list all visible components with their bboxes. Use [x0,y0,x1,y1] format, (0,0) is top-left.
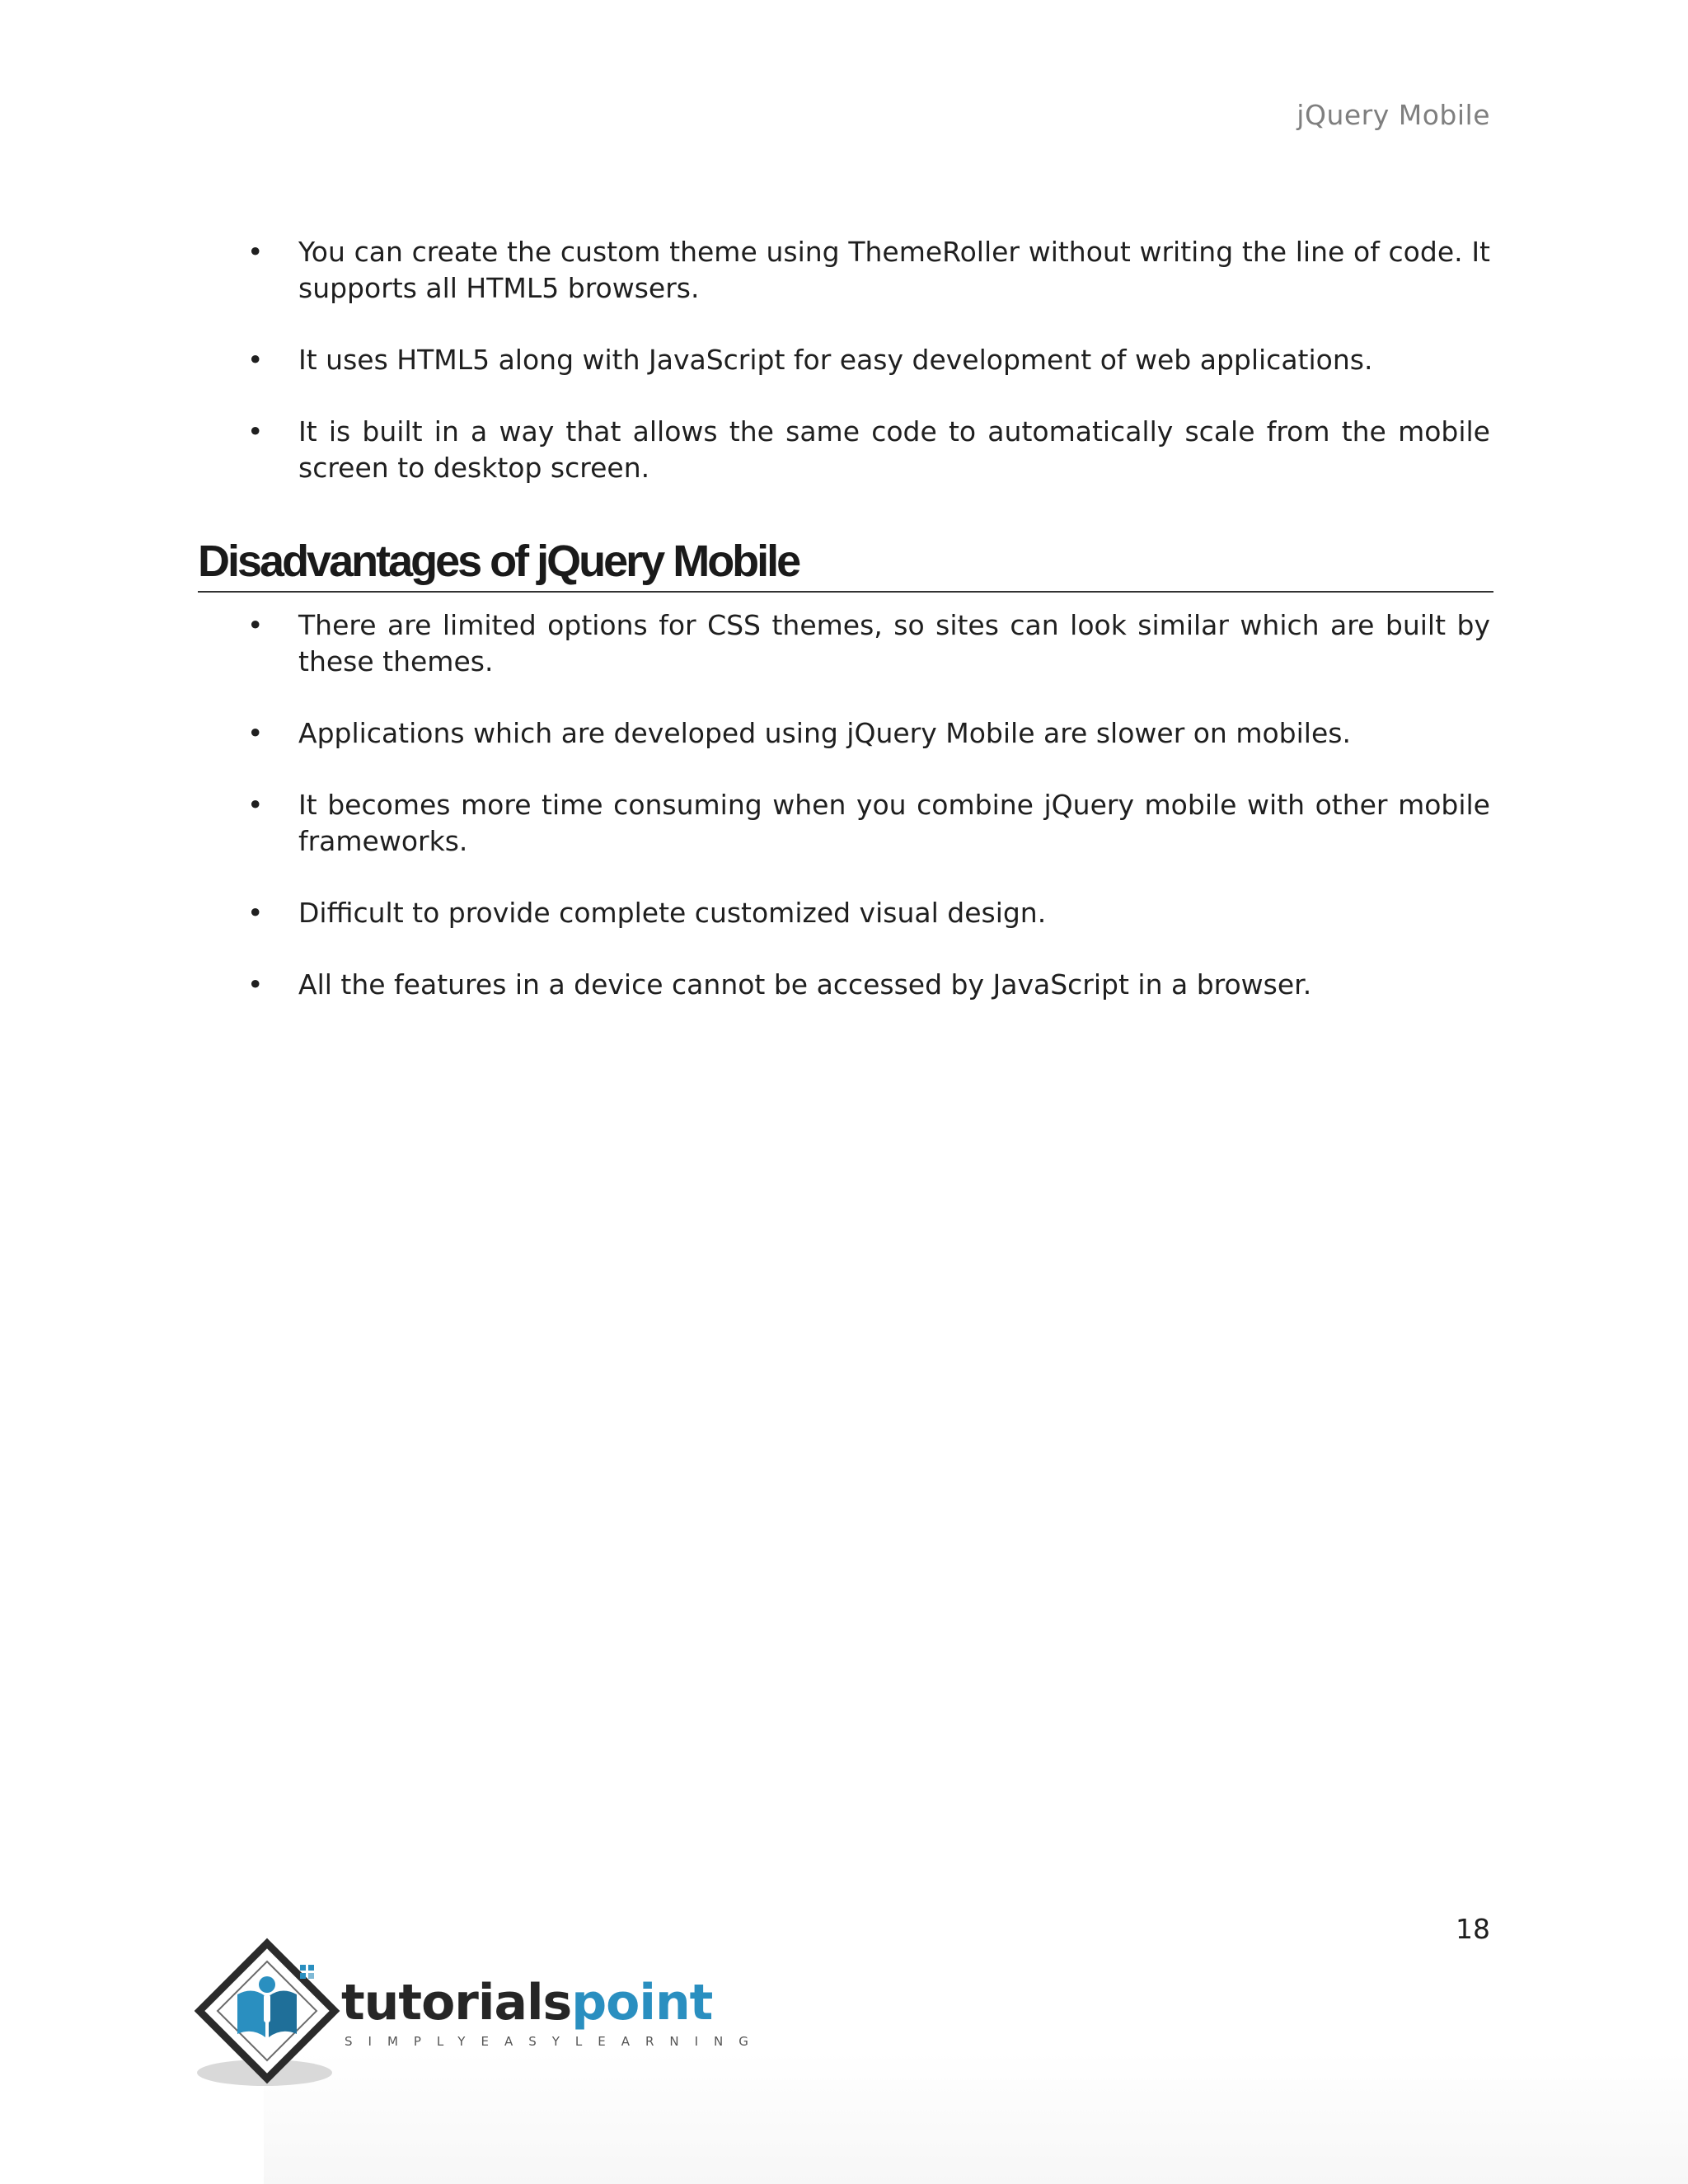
bullet-icon: • [247,789,264,821]
running-header-title: jQuery Mobile [1296,99,1490,131]
bullet-icon: • [247,344,264,376]
list-item [239,234,1490,307]
section-heading-disadvantages: Disadvantages of jQuery Mobile [198,534,1493,593]
list-item-text: It becomes more time consuming when you combine jQuery mobile with other mobile frameworks. [298,789,1490,857]
list-item-text: You can create the custom theme using ThemeRoller without writing the line of code. It supports all HTML5 browsers. [298,236,1490,304]
list-item-text: There are limited options for CSS themes, so sites can look similar which are built by these themes. [298,609,1490,677]
list-item [239,895,1490,931]
bullet-icon: • [247,415,264,448]
list-item [239,607,1490,680]
disadvantages-list [239,607,1490,1038]
bullet-icon: • [247,968,264,1001]
tutorialspoint-logo-mark-icon [195,1937,343,2093]
logo-word-point: point [571,1974,713,2032]
list-item [239,414,1490,486]
logo-word-tutorials: tutorials [341,1974,572,2032]
list-item-text: It is built in a way that allows the same code to automatically scale from the mobile screen to desktop screen. [298,415,1490,484]
list-item-text: Difficult to provide complete customized visual design. [298,897,1047,929]
list-item-text: It uses HTML5 along with JavaScript for easy development of web applications. [298,344,1373,376]
list-item-text: All the features in a device cannot be accessed by JavaScript in a browser. [298,968,1312,1001]
page-number: 18 [1456,1913,1490,1945]
bullet-icon: • [247,717,264,749]
advantages-list-continued [239,234,1490,522]
list-item-text: Applications which are developed using jQuery Mobile are slower on mobiles. [298,717,1351,749]
bullet-icon: • [247,609,264,641]
list-item [239,967,1490,1003]
list-item [239,342,1490,378]
list-item [239,715,1490,752]
bullet-icon: • [247,897,264,929]
logo-wordmark [341,1974,713,2032]
bullet-icon: • [247,236,264,268]
list-item [239,787,1490,860]
tutorialspoint-logo [195,1937,764,2093]
logo-tagline: SIMPLYEASYLEARNING [345,2034,764,2049]
